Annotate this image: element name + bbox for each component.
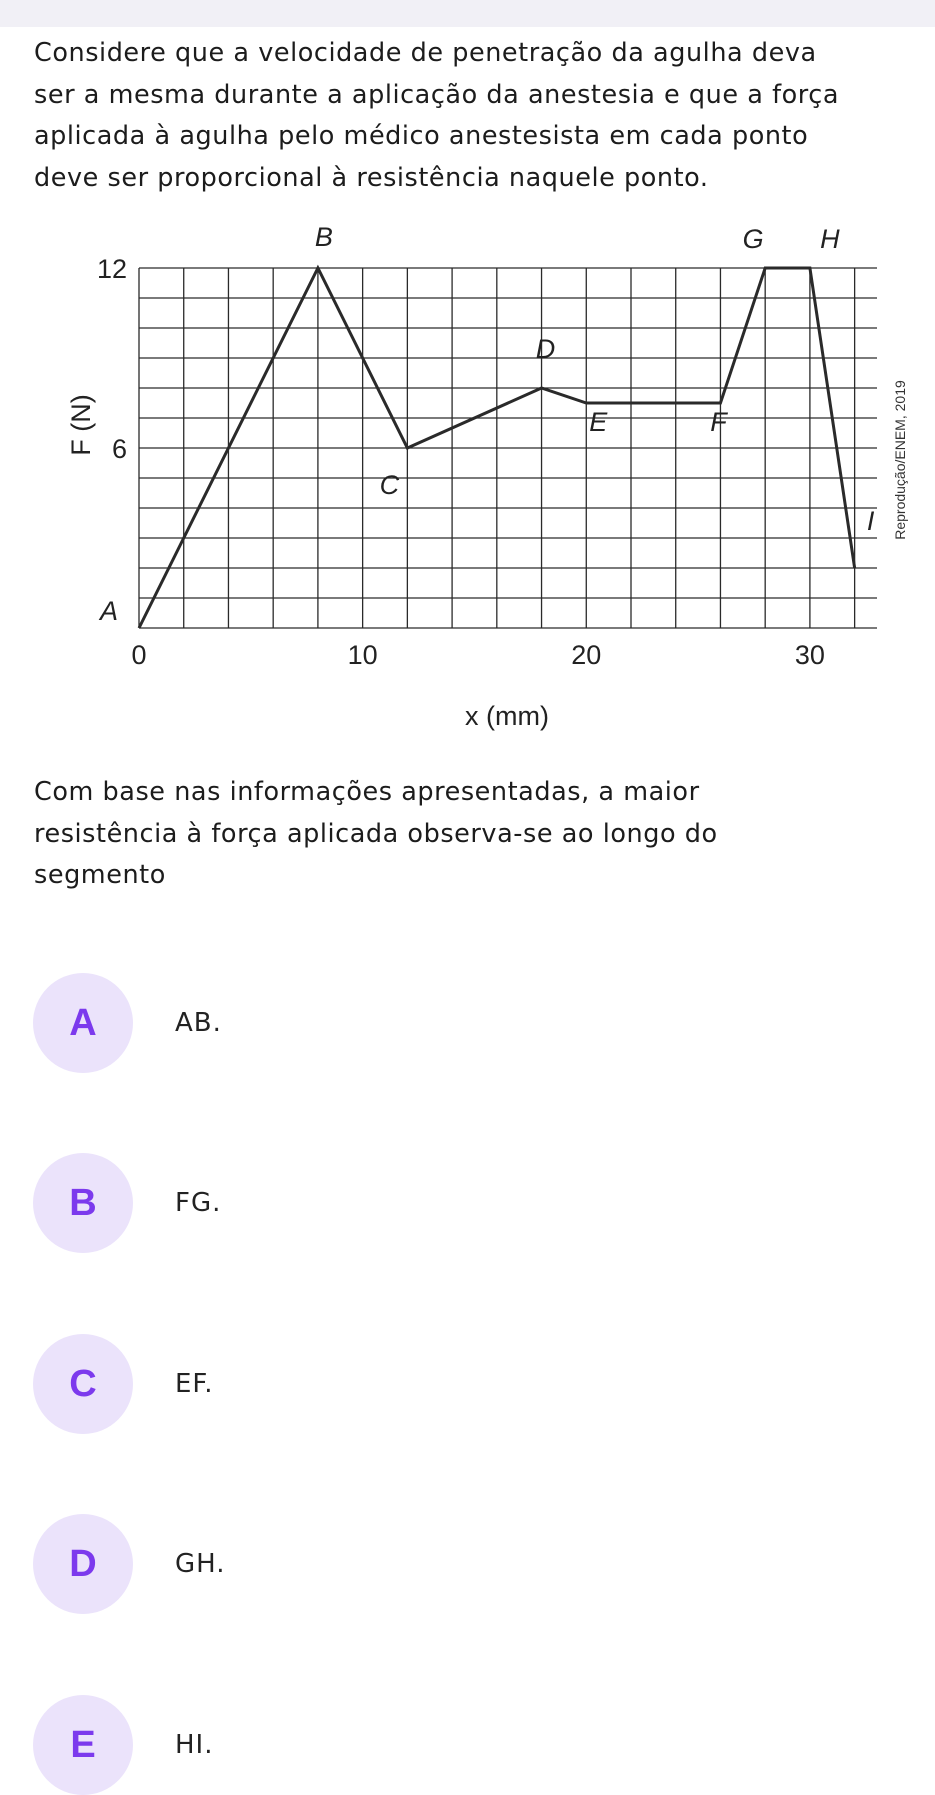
option-d[interactable] — [33, 1514, 893, 1614]
chart-grid — [139, 268, 877, 628]
option-e[interactable] — [33, 1695, 893, 1795]
x-tick-label: 30 — [794, 640, 825, 670]
axis-ticks — [97, 254, 825, 670]
option-text: FG. — [175, 1188, 222, 1218]
point-labels — [98, 222, 875, 626]
question-text — [34, 33, 914, 199]
point-label-e: E — [589, 407, 608, 437]
option-text: HI. — [175, 1730, 214, 1760]
question-line: deve ser proporcional à resistência naquele ponto. — [34, 162, 709, 193]
option-text: AB. — [175, 1008, 222, 1038]
point-label-h: H — [820, 224, 840, 254]
point-label-i: I — [866, 506, 875, 536]
point-label-g: G — [742, 224, 764, 254]
question-line: ser a mesma durante a aplicação da anestesia e que a força — [34, 79, 839, 110]
x-tick-label: 10 — [347, 640, 378, 670]
option-text: GH. — [175, 1549, 226, 1579]
stem-line: Com base nas informações apresentadas, a maior — [34, 777, 700, 807]
option-letter-badge: E — [33, 1695, 133, 1795]
top-bar — [0, 0, 935, 27]
x-tick-label: 20 — [571, 640, 602, 670]
question-line: Considere que a velocidade de penetração da agulha deva — [34, 38, 817, 68]
stem-line: resistência à força aplicada observa-se ao longo do — [34, 818, 718, 849]
stem-line: segmento — [34, 860, 166, 890]
option-letter-badge: B — [33, 1153, 133, 1253]
option-a[interactable] — [33, 973, 893, 1073]
y-tick-label: 12 — [96, 254, 127, 284]
option-letter-badge: A — [33, 973, 133, 1073]
credit-text: Reprodução/ENEM, 2019 — [892, 380, 908, 540]
option-letter-badge: D — [33, 1514, 133, 1614]
option-c[interactable] — [33, 1334, 893, 1434]
point-label-b: B — [314, 222, 333, 252]
question-line: aplicada à agulha pelo médico anestesista em cada ponto — [34, 121, 809, 151]
question-stem — [34, 772, 914, 897]
y-axis-label: F (N) — [66, 394, 96, 456]
point-label-a: A — [99, 596, 119, 626]
point-label-c: C — [379, 470, 400, 500]
option-b[interactable] — [33, 1153, 893, 1253]
x-tick-label: 0 — [131, 640, 147, 670]
chart-svg — [0, 210, 935, 750]
force-chart — [0, 210, 935, 750]
x-axis-label: x (mm) — [465, 701, 549, 731]
point-label-f: F — [710, 407, 727, 437]
option-letter-badge: C — [33, 1334, 133, 1434]
point-label-d: D — [535, 334, 556, 364]
option-text: EF. — [175, 1369, 214, 1399]
y-tick-label: 6 — [111, 434, 127, 464]
